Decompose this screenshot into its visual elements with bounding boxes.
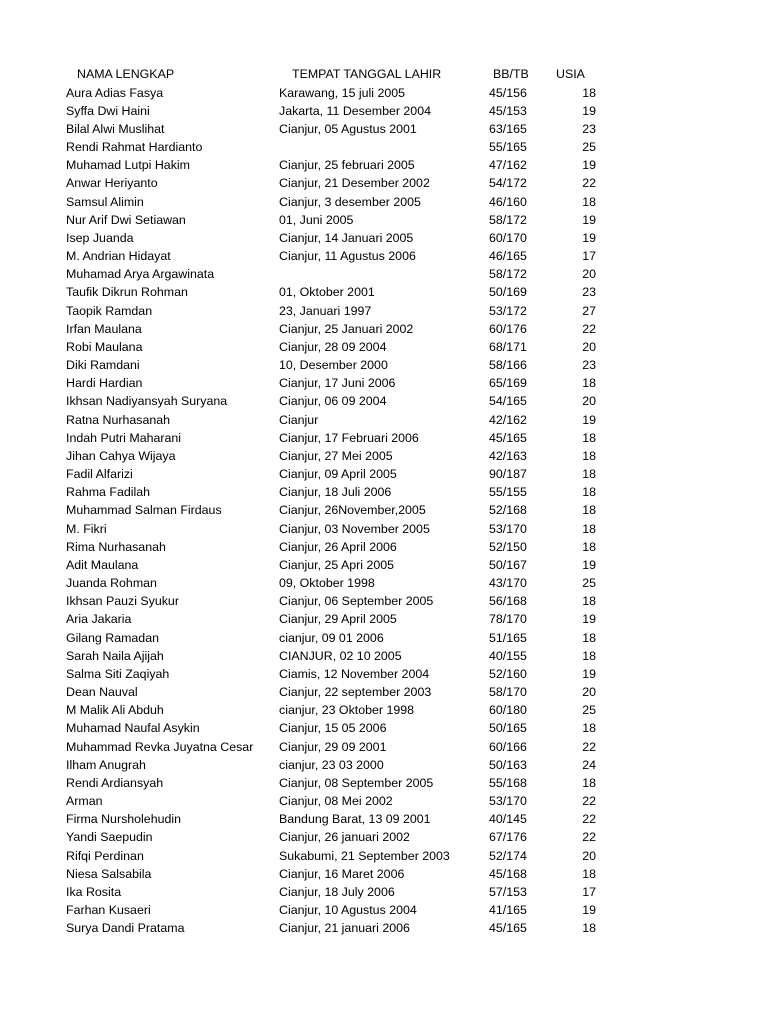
table-row — [0, 374, 768, 392]
table-row — [0, 629, 768, 647]
header-usia: USIA — [556, 67, 585, 81]
usia-cell: 19 — [582, 230, 596, 245]
bb-tb-cell: 45/165 — [489, 430, 527, 445]
nama-cell: Samsul Alimin — [66, 194, 144, 209]
bb-tb-cell: 50/167 — [489, 557, 527, 572]
table-row — [0, 447, 768, 465]
nama-cell: Ilham Anugrah — [66, 757, 146, 772]
tempat-tanggal-lahir-cell: Bandung Barat, 13 09 2001 — [279, 812, 431, 827]
usia-cell: 20 — [582, 685, 596, 700]
nama-cell: Ika Rosita — [66, 884, 122, 899]
nama-cell: Taufik Dikrun Rohman — [66, 285, 188, 300]
usia-cell: 17 — [582, 249, 596, 264]
usia-cell: 23 — [582, 285, 596, 300]
header-nama-lengkap: NAMA LENGKAP — [77, 67, 175, 81]
usia-cell: 19 — [582, 666, 596, 681]
usia-cell: 18 — [582, 194, 596, 209]
table-row — [0, 647, 768, 665]
usia-cell: 24 — [582, 757, 596, 772]
usia-cell: 20 — [582, 394, 596, 409]
bb-tb-cell: 43/170 — [489, 576, 527, 591]
bb-tb-cell: 58/170 — [489, 685, 527, 700]
nama-cell: Sarah Naila Ajijah — [66, 648, 164, 663]
header-row — [0, 65, 768, 83]
bb-tb-cell: 45/153 — [489, 103, 527, 118]
table-row — [0, 211, 768, 229]
bb-tb-cell: 52/150 — [489, 539, 527, 554]
usia-cell: 18 — [582, 866, 596, 881]
bb-tb-cell: 60/170 — [489, 230, 527, 245]
table-row — [0, 102, 768, 120]
table-row — [0, 84, 768, 102]
table-row — [0, 501, 768, 519]
table-row — [0, 574, 768, 592]
usia-cell: 27 — [582, 303, 596, 318]
table-row — [0, 901, 768, 919]
nama-cell: M. Fikri — [66, 521, 107, 536]
usia-cell: 19 — [582, 412, 596, 427]
table-row — [0, 138, 768, 156]
tempat-tanggal-lahir-cell: Cianjur, 26 januari 2002 — [279, 830, 410, 845]
nama-cell: Bilal Alwi Muslihat — [66, 121, 165, 136]
nama-cell: Niesa Salsabila — [66, 866, 152, 881]
tempat-tanggal-lahir-cell: Karawang, 15 juli 2005 — [279, 85, 406, 100]
usia-cell: 19 — [582, 212, 596, 227]
bb-tb-cell: 41/165 — [489, 903, 527, 918]
table-row — [0, 229, 768, 247]
usia-cell: 18 — [582, 721, 596, 736]
nama-cell: Muhammad Revka Juyatna Cesar — [66, 739, 254, 754]
usia-cell: 19 — [582, 903, 596, 918]
table-row — [0, 828, 768, 846]
tempat-tanggal-lahir-cell: Cianjur, 06 09 2004 — [279, 394, 387, 409]
nama-cell: Ikhsan Nadiyansyah Suryana — [66, 394, 228, 409]
table-row — [0, 356, 768, 374]
tempat-tanggal-lahir-cell: Cianjur, 17 Juni 2006 — [279, 376, 396, 391]
nama-cell: Adit Maulana — [66, 557, 139, 572]
bb-tb-cell: 57/153 — [489, 884, 527, 899]
usia-cell: 18 — [582, 630, 596, 645]
table-row — [0, 338, 768, 356]
table-row — [0, 883, 768, 901]
usia-cell: 18 — [582, 521, 596, 536]
usia-cell: 17 — [582, 884, 596, 899]
nama-cell: Rendi Ardiansyah — [66, 775, 164, 790]
header-tempat-tanggal-lahir: TEMPAT TANGGAL LAHIR — [292, 67, 442, 81]
tempat-tanggal-lahir-cell: Cianjur, 3 desember 2005 — [279, 194, 421, 209]
table-row — [0, 465, 768, 483]
bb-tb-cell: 50/163 — [489, 757, 527, 772]
bb-tb-cell: 63/165 — [489, 121, 527, 136]
usia-cell: 19 — [582, 158, 596, 173]
bb-tb-cell: 46/165 — [489, 249, 527, 264]
table-row — [0, 774, 768, 792]
nama-cell: Gilang Ramadan — [66, 630, 159, 645]
table-row — [0, 592, 768, 610]
table-row — [0, 919, 768, 937]
nama-cell: Hardi Hardian — [66, 376, 143, 391]
nama-cell: Aria Jakaria — [66, 612, 132, 627]
tempat-tanggal-lahir-cell: Cianjur — [279, 412, 319, 427]
tempat-tanggal-lahir-cell: Cianjur, 18 July 2006 — [279, 884, 395, 899]
tempat-tanggal-lahir-cell: Cianjur, 17 Februari 2006 — [279, 430, 419, 445]
tempat-tanggal-lahir-cell: 23, Januari 1997 — [279, 303, 372, 318]
nama-cell: Robi Maulana — [66, 339, 143, 354]
nama-cell: Anwar Heriyanto — [66, 176, 158, 191]
tempat-tanggal-lahir-cell: 09, Oktober 1998 — [279, 576, 375, 591]
table-row — [0, 756, 768, 774]
usia-cell: 18 — [582, 921, 596, 936]
nama-cell: Rahma Fadilah — [66, 485, 151, 500]
nama-cell: Salma Siti Zaqiyah — [66, 666, 170, 681]
table-row — [0, 683, 768, 701]
table-row — [0, 865, 768, 883]
nama-cell: Muhamad Arya Argawinata — [66, 267, 215, 282]
tempat-tanggal-lahir-cell: 10, Desember 2000 — [279, 358, 388, 373]
nama-cell: Arman — [66, 794, 103, 809]
tempat-tanggal-lahir-cell: CIANJUR, 02 10 2005 — [279, 648, 402, 663]
table-row — [0, 847, 768, 865]
table-row — [0, 429, 768, 447]
usia-cell: 18 — [582, 775, 596, 790]
nama-cell: Rifqi Perdinan — [66, 848, 144, 863]
tempat-tanggal-lahir-cell: Cianjur, 10 Agustus 2004 — [279, 903, 417, 918]
table-row — [0, 701, 768, 719]
tempat-tanggal-lahir-cell: Jakarta, 11 Desember 2004 — [279, 103, 431, 118]
usia-cell: 22 — [582, 321, 596, 336]
usia-cell: 20 — [582, 848, 596, 863]
nama-cell: Syffa Dwi Haini — [66, 103, 150, 118]
bb-tb-cell: 47/162 — [489, 158, 527, 173]
bb-tb-cell: 55/155 — [489, 485, 527, 500]
bb-tb-cell: 51/165 — [489, 630, 527, 645]
usia-cell: 22 — [582, 812, 596, 827]
usia-cell: 22 — [582, 794, 596, 809]
tempat-tanggal-lahir-cell: Sukabumi, 21 September 2003 — [279, 848, 450, 863]
usia-cell: 19 — [582, 612, 596, 627]
nama-cell: Ratna Nurhasanah — [66, 412, 171, 427]
bb-tb-cell: 52/160 — [489, 666, 527, 681]
bb-tb-cell: 52/168 — [489, 503, 527, 518]
bb-tb-cell: 52/174 — [489, 848, 527, 863]
nama-cell: Yandi Saepudin — [66, 830, 153, 845]
table-row — [0, 156, 768, 174]
usia-cell: 20 — [582, 339, 596, 354]
tempat-tanggal-lahir-cell: cianjur, 23 Oktober 1998 — [279, 703, 415, 718]
bb-tb-cell: 58/172 — [489, 267, 527, 282]
tempat-tanggal-lahir-cell: Cianjur, 29 09 2001 — [279, 739, 387, 754]
nama-cell: Jihan Cahya Wijaya — [66, 448, 176, 463]
bb-tb-cell: 58/166 — [489, 358, 527, 373]
nama-cell: Fadil Alfarizi — [66, 467, 133, 482]
nama-cell: Irfan Maulana — [66, 321, 142, 336]
tempat-tanggal-lahir-cell: Cianjur, 25 Apri 2005 — [279, 557, 395, 572]
tempat-tanggal-lahir-cell: Cianjur, 27 Mei 2005 — [279, 448, 393, 463]
bb-tb-cell: 50/165 — [489, 721, 527, 736]
tempat-tanggal-lahir-cell: Cianjur, 28 09 2004 — [279, 339, 387, 354]
usia-cell: 18 — [582, 467, 596, 482]
bb-tb-cell: 55/165 — [489, 140, 527, 154]
nama-cell: Isep Juanda — [66, 230, 134, 245]
table-row — [0, 411, 768, 429]
tempat-tanggal-lahir-cell: Cianjur, 26November,2005 — [279, 503, 426, 518]
table-row — [0, 520, 768, 538]
usia-cell: 19 — [582, 557, 596, 572]
tempat-tanggal-lahir-cell: Cianjur, 25 februari 2005 — [279, 158, 415, 173]
usia-cell: 18 — [582, 594, 596, 609]
tempat-tanggal-lahir-cell: Cianjur, 14 Januari 2005 — [279, 230, 414, 245]
usia-cell: 20 — [582, 267, 596, 282]
usia-cell: 25 — [582, 703, 596, 718]
bb-tb-cell: 45/168 — [489, 866, 527, 881]
table-row — [0, 283, 768, 301]
table-row — [0, 483, 768, 501]
nama-cell: Diki Ramdani — [66, 358, 140, 373]
tempat-tanggal-lahir-cell: Cianjur, 25 Januari 2002 — [279, 321, 414, 336]
table-row — [0, 665, 768, 683]
nama-cell: Rendi Rahmat Hardianto — [66, 140, 203, 154]
tempat-tanggal-lahir-cell: cianjur, 09 01 2006 — [279, 630, 384, 645]
tempat-tanggal-lahir-cell: Cianjur, 29 April 2005 — [279, 612, 397, 627]
bb-tb-cell: 40/145 — [489, 812, 527, 827]
usia-cell: 25 — [582, 140, 596, 154]
nama-cell: Dean Nauval — [66, 685, 138, 700]
nama-cell: Juanda Rohman — [66, 576, 157, 591]
bb-tb-cell: 55/168 — [489, 775, 527, 790]
table-row — [0, 247, 768, 265]
usia-cell: 23 — [582, 358, 596, 373]
table-row — [0, 556, 768, 574]
tempat-tanggal-lahir-cell: Ciamis, 12 November 2004 — [279, 666, 430, 681]
nama-cell: Surya Dandi Pratama — [66, 921, 185, 936]
bb-tb-cell: 78/170 — [489, 612, 527, 627]
nama-cell: Rima Nurhasanah — [66, 539, 166, 554]
tempat-tanggal-lahir-cell: Cianjur, 18 Juli 2006 — [279, 485, 392, 500]
header-bb-tb: BB/TB — [493, 67, 529, 81]
tempat-tanggal-lahir-cell: Cianjur, 08 September 2005 — [279, 775, 434, 790]
usia-cell: 22 — [582, 739, 596, 754]
table-row — [0, 538, 768, 556]
nama-cell: Aura Adias Fasya — [66, 85, 164, 100]
usia-cell: 18 — [582, 448, 596, 463]
usia-cell: 22 — [582, 176, 596, 191]
table-row — [0, 120, 768, 138]
usia-cell: 18 — [582, 648, 596, 663]
tempat-tanggal-lahir-cell: 01, Juni 2005 — [279, 212, 354, 227]
usia-cell: 19 — [582, 103, 596, 118]
bb-tb-cell: 90/187 — [489, 467, 527, 482]
nama-cell: Indah Putri Maharani — [66, 430, 182, 445]
bb-tb-cell: 53/170 — [489, 794, 527, 809]
tempat-tanggal-lahir-cell: Cianjur, 22 september 2003 — [279, 685, 432, 700]
table-row — [0, 392, 768, 410]
tempat-tanggal-lahir-cell: Cianjur, 11 Agustus 2006 — [279, 249, 416, 264]
bb-tb-cell: 53/172 — [489, 303, 527, 318]
nama-cell: Ikhsan Pauzi Syukur — [66, 594, 179, 609]
usia-cell: 25 — [582, 576, 596, 591]
bb-tb-cell: 68/171 — [489, 339, 527, 354]
tempat-tanggal-lahir-cell: Cianjur, 08 Mei 2002 — [279, 794, 393, 809]
bb-tb-cell: 42/162 — [489, 412, 527, 427]
nama-cell: M Malik Ali Abduh — [66, 703, 164, 718]
table-row — [0, 810, 768, 828]
nama-cell: Farhan Kusaeri — [66, 903, 151, 918]
bb-tb-cell: 67/176 — [489, 830, 527, 845]
tempat-tanggal-lahir-cell: Cianjur, 06 September 2005 — [279, 594, 434, 609]
nama-cell: M. Andrian Hidayat — [66, 249, 171, 264]
usia-cell: 18 — [582, 430, 596, 445]
table-row — [0, 792, 768, 810]
table-row — [0, 265, 768, 283]
nama-cell: Muhammad Salman Firdaus — [66, 503, 222, 518]
nama-cell: Nur Arif Dwi Setiawan — [66, 212, 186, 227]
table-row — [0, 738, 768, 756]
table-row — [0, 610, 768, 628]
tempat-tanggal-lahir-cell: Cianjur, 21 januari 2006 — [279, 921, 410, 936]
tempat-tanggal-lahir-cell: Cianjur, 15 05 2006 — [279, 721, 387, 736]
nama-cell: Muhamad Lutpi Hakim — [66, 158, 190, 173]
usia-cell: 22 — [582, 830, 596, 845]
bb-tb-cell: 60/166 — [489, 739, 527, 754]
bb-tb-cell: 65/169 — [489, 376, 527, 391]
usia-cell: 18 — [582, 539, 596, 554]
nama-cell: Firma Nursholehudin — [66, 812, 182, 827]
bb-tb-cell: 40/155 — [489, 648, 527, 663]
tempat-tanggal-lahir-cell: Cianjur, 09 April 2005 — [279, 467, 397, 482]
bb-tb-cell: 54/165 — [489, 394, 527, 409]
bb-tb-cell: 56/168 — [489, 594, 527, 609]
tempat-tanggal-lahir-cell: Cianjur, 26 April 2006 — [279, 539, 397, 554]
bb-tb-cell: 53/170 — [489, 521, 527, 536]
usia-cell: 18 — [582, 503, 596, 518]
bb-tb-cell: 46/160 — [489, 194, 527, 209]
bb-tb-cell: 45/156 — [489, 85, 527, 100]
table-row — [0, 174, 768, 192]
table-row — [0, 719, 768, 737]
tempat-tanggal-lahir-cell: cianjur, 23 03 2000 — [279, 757, 384, 772]
table-row — [0, 320, 768, 338]
table-row — [0, 302, 768, 320]
bb-tb-cell: 50/169 — [489, 285, 527, 300]
nama-cell: Muhamad Naufal Asykin — [66, 721, 200, 736]
bb-tb-cell: 45/165 — [489, 921, 527, 936]
usia-cell: 18 — [582, 485, 596, 500]
tempat-tanggal-lahir-cell: Cianjur, 21 Desember 2002 — [279, 176, 430, 191]
bb-tb-cell: 60/176 — [489, 321, 527, 336]
nama-cell: Taopik Ramdan — [66, 303, 153, 318]
bb-tb-cell: 54/172 — [489, 176, 527, 191]
bb-tb-cell: 42/163 — [489, 448, 527, 463]
table-row — [0, 193, 768, 211]
tempat-tanggal-lahir-cell: Cianjur, 03 November 2005 — [279, 521, 430, 536]
bb-tb-cell: 58/172 — [489, 212, 527, 227]
tempat-tanggal-lahir-cell: Cianjur, 16 Maret 2006 — [279, 866, 405, 881]
bb-tb-cell: 60/180 — [489, 703, 527, 718]
usia-cell: 18 — [582, 376, 596, 391]
tempat-tanggal-lahir-cell: 01, Oktober 2001 — [279, 285, 375, 300]
tempat-tanggal-lahir-cell: Cianjur, 05 Agustus 2001 — [279, 121, 417, 136]
usia-cell: 18 — [582, 85, 596, 100]
usia-cell: 23 — [582, 121, 596, 136]
